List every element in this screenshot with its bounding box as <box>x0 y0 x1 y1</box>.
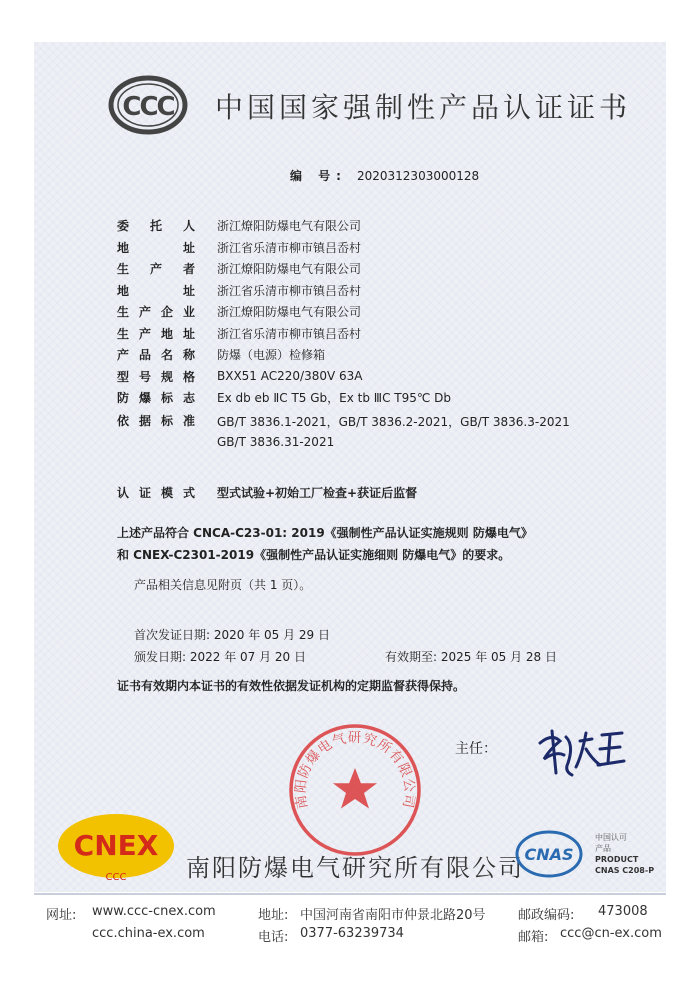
field-value: 浙江省乐清市柳市镇吕岙村 <box>217 326 362 341</box>
field-label: 依 据 标 准 <box>117 413 195 428</box>
footer-divider <box>34 893 666 895</box>
field-label: 生 产 企 业 <box>117 305 195 320</box>
field-row <box>117 387 570 409</box>
footer-zip-label: 邮政编码: <box>518 908 575 923</box>
field-row <box>117 409 570 449</box>
director-signature <box>530 715 630 785</box>
cnas-line4: CNAS C208-P <box>595 866 655 875</box>
field-row <box>117 301 570 323</box>
cert-mode-label: 认 证 模 式 <box>117 486 195 500</box>
cert-no-label: 编 号: <box>290 169 347 183</box>
field-label: 防 爆 标 志 <box>117 391 195 406</box>
field-value: Ex db eb ⅡC T5 Gb，Ex tb ⅢC T95℃ Db <box>217 391 452 406</box>
field-label: 生 产 者 <box>117 262 195 277</box>
expiry-date: 有效期至: 2025 年 05 月 28 日 <box>385 650 558 664</box>
certificate-fields <box>117 215 570 449</box>
certificate-number <box>290 167 479 184</box>
cnas-line2: 产品 <box>595 844 611 853</box>
ccc-logo <box>108 75 188 135</box>
field-value: 浙江省乐清市柳市镇吕岙村 <box>217 240 362 255</box>
cnas-mark <box>515 826 675 882</box>
cnas-line1: 中国认可 <box>595 833 627 842</box>
field-row <box>117 280 570 302</box>
field-value: 浙江燎阳防爆电气有限公司 <box>217 219 362 234</box>
footer-address: 中国河南省南阳市仲景北路20号 <box>300 908 486 923</box>
footer-tel-label: 电话: <box>258 930 289 945</box>
field-label: 委 托 人 <box>117 219 195 234</box>
field-label: 产 品 名 称 <box>117 348 195 363</box>
field-value: 防爆（电源）检修箱 <box>217 348 326 363</box>
page-title: 中国国家强制性产品认证证书 <box>215 91 632 124</box>
compliance-statement-line1: 上述产品符合 CNCA-C23-01: 2019《强制性产品认证实施规则 防爆电气》 <box>117 526 533 540</box>
related-info-note: 产品相关信息见附页（共 1 页）。 <box>134 578 312 592</box>
compliance-statement-line2: 和 CNEX-C2301-2019《强制性产品认证实施细则 防爆电气》的要求。 <box>117 548 511 562</box>
cnas-mark-text: CNAS <box>524 845 574 864</box>
cert-no-value: 2020312303000128 <box>356 169 480 183</box>
field-value: 浙江省乐清市柳市镇吕岙村 <box>217 283 362 298</box>
field-row <box>117 215 570 237</box>
field-value: 浙江燎阳防爆电气有限公司 <box>217 262 362 277</box>
field-row <box>117 237 570 259</box>
issuing-organization: 南阳防爆电气研究所有限公司 <box>186 854 524 882</box>
seal-text: 南阳防爆电气研究所有限公司 <box>292 730 418 810</box>
certification-mode <box>117 484 417 501</box>
footer-web-1[interactable]: www.ccc-cnex.com <box>92 904 216 919</box>
cnex-logo-text: CNEX <box>73 829 159 862</box>
field-value: 浙江燎阳防爆电气有限公司 <box>217 305 362 320</box>
seal-star-icon <box>333 768 377 809</box>
field-row <box>117 258 570 280</box>
cnas-line3: PRODUCT <box>595 855 639 864</box>
cnex-logo <box>56 812 176 884</box>
field-row <box>117 366 570 388</box>
field-row <box>117 344 570 366</box>
footer-email[interactable]: ccc@cn-ex.com <box>560 926 662 941</box>
official-seal <box>285 720 425 860</box>
director-label: 主任： <box>455 741 497 757</box>
field-row <box>117 323 570 345</box>
issue-date: 颁发日期: 2022 年 07 月 20 日 <box>134 650 307 664</box>
first-issue-date: 首次发证日期: 2020 年 05 月 29 日 <box>134 628 331 642</box>
field-value: GB/T 3836.1-2021，GB/T 3836.2-2021，GB/T 3836.3-2021 GB/T 3836.31-2021 <box>217 414 570 449</box>
footer-web-label: 网址: <box>46 908 77 923</box>
footer-web-2[interactable]: ccc.china-ex.com <box>92 926 205 941</box>
cert-mode-value: 型式试验+初始工厂检查+获证后监督 <box>217 486 418 500</box>
field-label: 地 址 <box>117 240 195 255</box>
footer-email-label: 邮箱: <box>518 930 549 945</box>
field-value: BXX51 AC220/380V 63A <box>217 369 363 384</box>
field-label: 地 址 <box>117 283 195 298</box>
ccc-logo-text: CCC <box>122 92 174 122</box>
cnex-logo-sub: CCC <box>105 872 127 883</box>
validity-note: 证书有效期内本证书的有效性依据发证机构的定期监督获得保持。 <box>117 679 466 693</box>
footer-tel: 0377-63239734 <box>300 926 404 941</box>
footer-zip: 473008 <box>598 904 648 919</box>
field-label: 生 产 地 址 <box>117 326 195 341</box>
footer-address-label: 地址: <box>258 908 289 923</box>
field-label: 型 号 规 格 <box>117 369 195 384</box>
